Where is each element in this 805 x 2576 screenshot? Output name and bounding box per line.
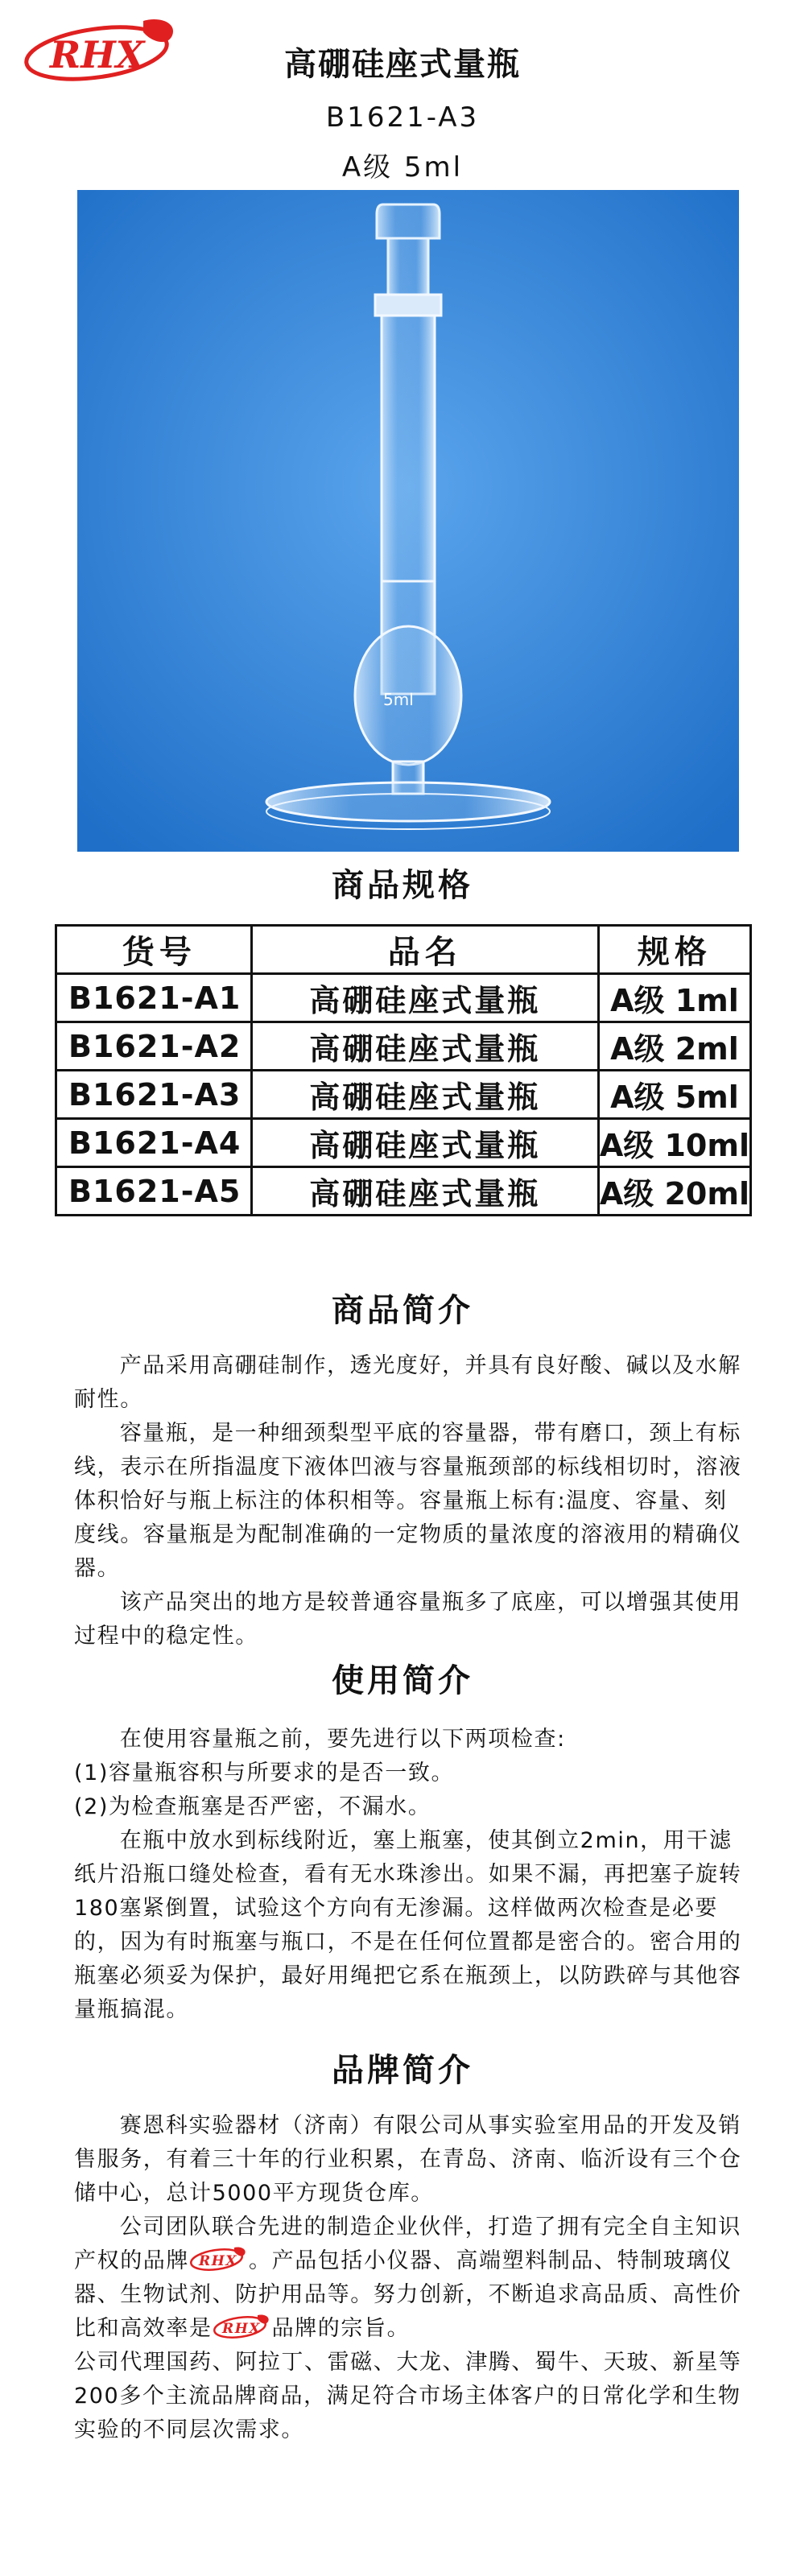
cell-code: B1621-A4 (56, 1119, 252, 1167)
cell-code: B1621-A2 (56, 1022, 252, 1071)
table-header-row (56, 926, 751, 974)
product-code: B1621-A3 (325, 101, 480, 134)
cell-spec: A级 5ml (598, 1071, 750, 1119)
product-title: 高硼硅座式量瓶 (284, 46, 521, 83)
svg-text:RHX: RHX (199, 2253, 238, 2269)
brand-heading: 品牌简介 (332, 2052, 473, 2089)
cell-name: 高硼硅座式量瓶 (251, 1119, 598, 1167)
cell-spec: A级 1ml (598, 974, 750, 1022)
cell-code: B1621-A3 (56, 1071, 252, 1119)
brand-text-part: 公司团队联合先进的制造企业伙伴，打造了拥有完全自主知识产权的品牌 (74, 2215, 741, 2273)
spec-heading: 商品规格 (332, 867, 473, 904)
usage-detail: 在瓶中放水到标线附近，塞上瓶塞，使其倒立2min，用干滤纸片沿瓶口缝处检查，看有无水珠渗出。如果不漏，再把塞子旋转180塞紧倒置，试验这个方向有无渗漏。这样做两次检查是必要的，因为有时瓶塞与瓶口，不是在任何位置都是密合的。密合用的瓶塞必须妥为保护，最好用绳把它系在瓶颈上，以防跌碎与其他容量瓶搞混。 (74, 1828, 742, 2022)
usage-lead: 在使用容量瓶之前，要先进行以下两项检查: (119, 1727, 566, 1752)
cell-name: 高硼硅座式量瓶 (251, 1167, 598, 1216)
flask-label: 5ml (383, 690, 414, 709)
brand-text-part: 。产品包括小仪器、高端塑料制品、特制玻璃仪器、生物试剂、防护用品等。努力创新，不断追求高品质、高性价比和高效率是 (74, 2248, 742, 2341)
intro-paragraph: 该产品突出的地方是较普通容量瓶多了底座，可以增强其使用过程中的稳定性。 (74, 1590, 741, 1649)
product-photo (77, 190, 739, 852)
product-spec: A级 5ml (341, 151, 464, 184)
usage-item: (2)为检查瓶塞是否严密，不漏水。 (74, 1794, 431, 1819)
logo-text: RHX (50, 33, 145, 76)
cell-name: 高硼硅座式量瓶 (251, 974, 598, 1022)
brand-paragraph: 赛恩科实验器材（济南）有限公司从事实验室用品的开发及销售服务，有着三十年的行业积累，在青岛、济南、临沂设有三个仓储中心，总计5000平方现货仓库。 (74, 2113, 742, 2206)
table-row (56, 1022, 751, 1071)
table-row (56, 1119, 751, 1167)
cell-code: B1621-A5 (56, 1167, 252, 1216)
cell-spec: A级 20ml (598, 1167, 750, 1216)
cell-name: 高硼硅座式量瓶 (251, 1071, 598, 1119)
usage-text (74, 1723, 750, 2027)
column-header-name: 品名 (251, 926, 598, 974)
inline-brand-logo (189, 2245, 249, 2273)
spec-table (55, 924, 752, 1216)
cell-name: 高硼硅座式量瓶 (251, 1022, 598, 1071)
cell-code: B1621-A1 (56, 974, 252, 1022)
usage-item: (1)容量瓶容积与所要求的是否一致。 (74, 1761, 455, 1785)
svg-text:RHX: RHX (221, 2321, 261, 2337)
cell-spec: A级 10ml (598, 1119, 750, 1167)
table-row (56, 974, 751, 1022)
table-row (56, 1071, 751, 1119)
brand-text (74, 2109, 750, 2447)
inline-brand-logo (213, 2313, 272, 2340)
column-header-code: 货号 (56, 926, 252, 974)
brand-text-part: 品牌的宗旨。 (271, 2316, 411, 2341)
column-header-spec: 规格 (598, 926, 750, 974)
intro-text (74, 1349, 750, 1653)
usage-heading: 使用简介 (332, 1662, 473, 1699)
brand-paragraph (74, 2211, 750, 2346)
table-row (56, 1167, 751, 1216)
intro-paragraph: 容量瓶，是一种细颈梨型平底的容量器，带有磨口，颈上有标线，表示在所指温度下液体凹液与容量瓶颈部的标线相切时，溶液体积恰好与瓶上标注的体积相等。容量瓶上标有:温度、容量、刻度线。容量瓶是为配制准确的一定物质的量浓度的溶液用的精确仪器。 (74, 1421, 742, 1581)
intro-heading: 商品简介 (332, 1292, 473, 1329)
cell-spec: A级 2ml (598, 1022, 750, 1071)
brand-paragraph: 公司代理国药、阿拉丁、雷磁、大龙、津腾、蜀牛、天玻、新星等200多个主流品牌商品，满足符合市场主体客户的日常化学和生物实验的不同层次需求。 (74, 2350, 742, 2442)
intro-paragraph: 产品采用高硼硅制作，透光度好，并具有良好酸、碱以及水解耐性。 (74, 1353, 741, 1412)
